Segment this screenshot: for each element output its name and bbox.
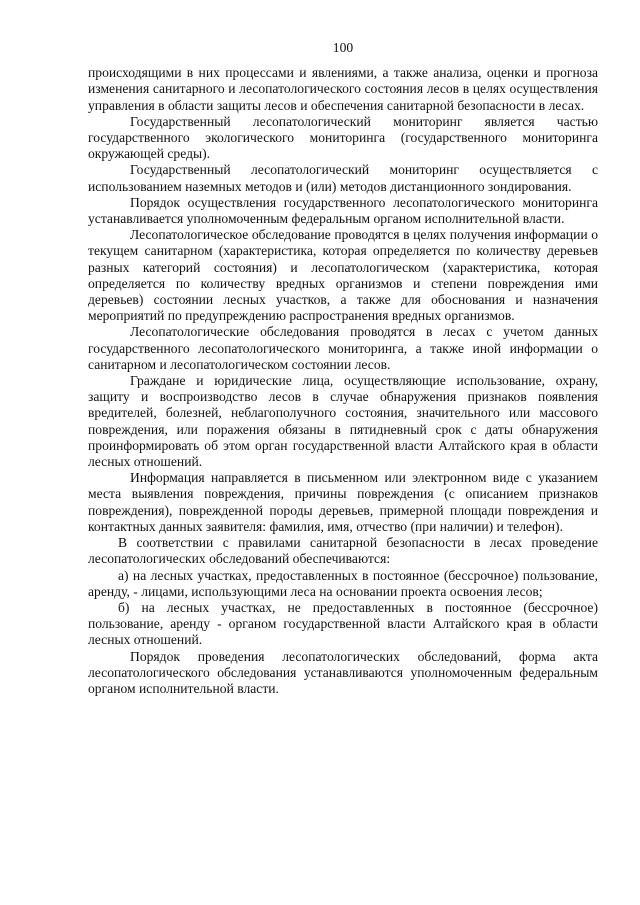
paragraph: Порядок проведения лесопатологических обследований, форма акта лесопатологического обследования устанавливаются уполномоченным федеральным органом исполнительной власти. [88, 648, 598, 696]
paragraph: Граждане и юридические лица, осуществляющие использование, охрану, защиту и воспроизводство лесов в случае обнаружения признаков появления вредителей, болезней, неблагополучного состояния, значительного или массового повреждения, или поражения обязаны в пятидневный срок с даты обнаружения проинформировать об этом орган государственной власти Алтайского края в области лесных отношений. [88, 373, 598, 470]
paragraph: Государственный лесопатологический мониторинг является частью государственного экологического мониторинга (государственного мониторинга окружающей среды). [88, 113, 598, 162]
paragraph: происходящими в них процессами и явлениями, а также анализа, оценки и прогноза изменения санитарного и лесопатологического состояния лесов в целях осуществления управления в области защиты лесов и обеспечения санитарной безопасности в лесах. [88, 65, 598, 113]
paragraph: Лесопатологическое обследование проводятся в целях получения информации о текущем санитарном (характеристика, которая определяется по количеству деревьев разных категорий состояния) и лесопатологическом (характеристика, которая определяется по количеству вредных организмов и степени повреждения ими деревьев) состоянии лесных участков, а также для обоснования и назначения мероприятий по предупреждению распространения вредных организмов. [88, 227, 598, 324]
paragraph: Порядок осуществления государственного лесопатологического мониторинга устанавливается уполномоченным федеральным органом исполнительной власти. [88, 194, 598, 227]
paragraph: Государственный лесопатологический мониторинг осуществляется с использованием наземных методов и (или) методов дистанционного зондирования. [88, 162, 598, 194]
list-item: б) на лесных участках, не предоставленных в постоянное (бессрочное) пользование, аренду - органом государственной власти Алтайского края в области лесных отношений. [88, 599, 598, 648]
paragraph: В соответствии с правилами санитарной безопасности в лесах проведение лесопатологических обследований обеспечиваются: [88, 535, 598, 567]
paragraph: Информация направляется в письменном или электронном виде с указанием места выявления повреждения, причины повреждения (с описанием признаков повреждения), поврежденной породы деревьев, примерной площади повреждения и контактных данных заявителя: фамилия, имя, отчество (при наличии) и телефон). [88, 470, 598, 534]
list-item: а) на лесных участках, предоставленных в постоянное (бессрочное) пользование, аренду, - лицами, использующими леса на основании проекта освоения лесов; [88, 567, 598, 599]
document-page [88, 40, 598, 697]
page-number: 100 [332, 40, 354, 55]
body-text [88, 65, 598, 697]
paragraph: Лесопатологические обследования проводятся в лесах с учетом данных государственного лесопатологического мониторинга, а также иной информации о санитарном и лесопатологическом состоянии лесов. [88, 324, 598, 372]
